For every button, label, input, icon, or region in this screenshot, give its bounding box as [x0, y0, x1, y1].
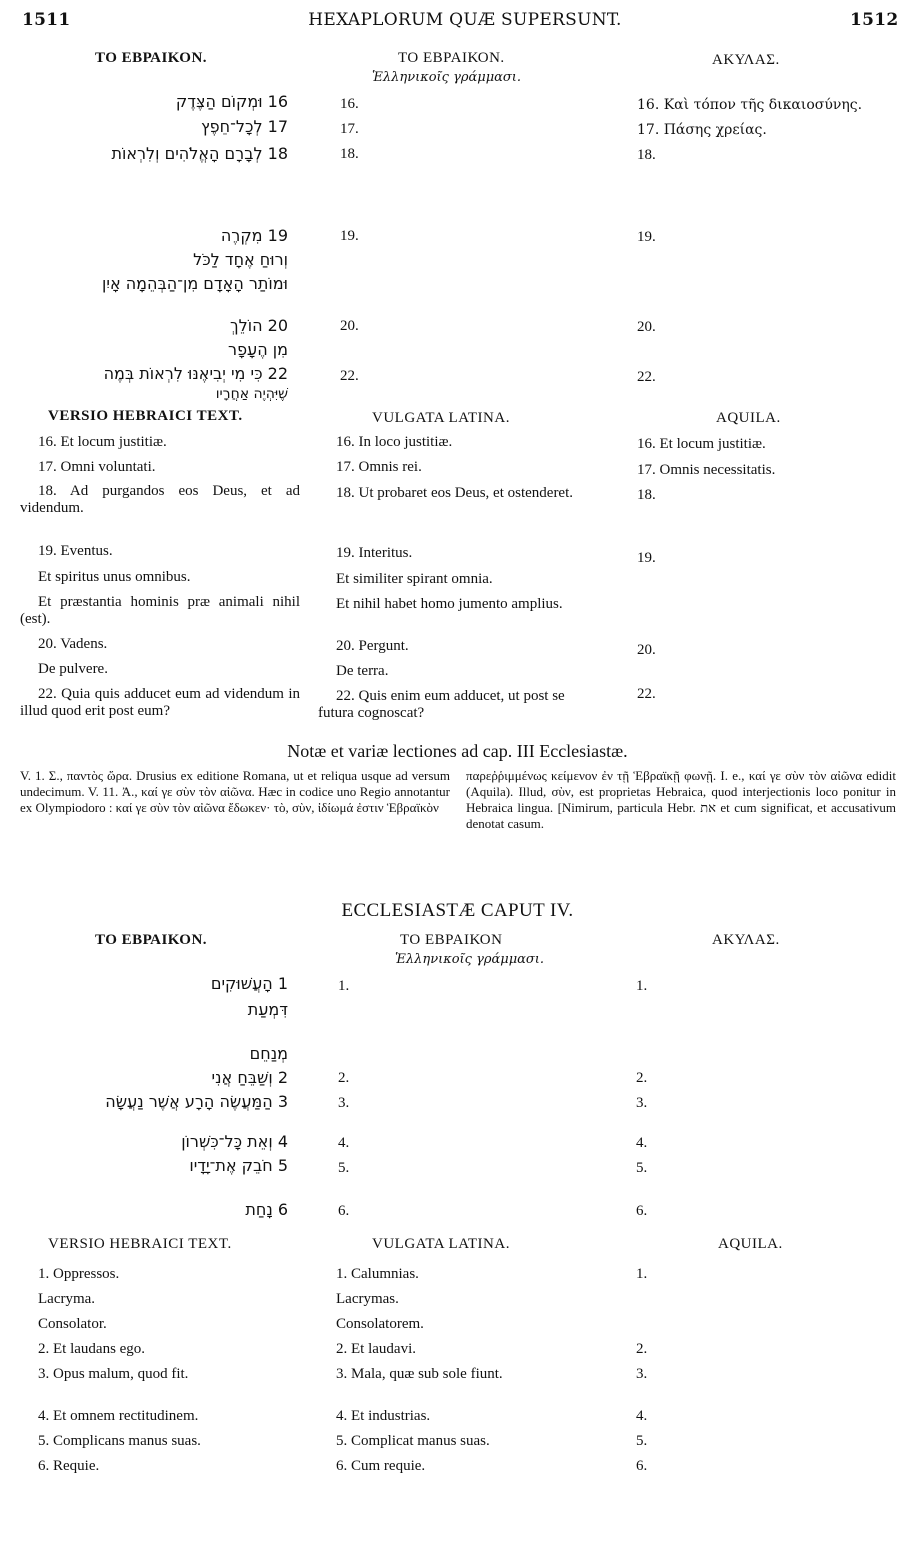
hebrew-line: 17 לְכָל־חֵפֶץ — [201, 117, 288, 136]
col-head-hebrew: ΤΟ ΕΒΡΑΙΚΟΝ. — [95, 932, 208, 948]
aquila-latin-line: 3. — [636, 1366, 648, 1382]
aquila-latin-line: 4. — [636, 1408, 648, 1424]
hebrew-line: שֶׁיִּהְיֶה אַחֲרָיו — [215, 386, 288, 402]
hebrew-line: 4 וְאֵת כָּל־כִּשְׁרוֹן — [181, 1132, 288, 1151]
aquila-greek-line: 22. — [637, 369, 656, 385]
notes-title: Notæ et variæ lectiones ad cap. III Ecclesiastæ. — [287, 741, 628, 761]
aquila-latin-line: 6. — [636, 1458, 648, 1474]
page-number-right: 1512 — [850, 10, 899, 30]
hebrew-line: מִן הֶעָפָר — [228, 340, 288, 359]
aquila-greek-line: 5. — [636, 1160, 648, 1176]
vulgata-line: 6. Cum requie. — [336, 1458, 426, 1474]
col-subhead-greek-letters: Ἑλληνικοῖς γράμμασι. — [372, 70, 522, 85]
hebrew-line: 5 חֹבֵק אֶת־יָדָיו — [189, 1156, 288, 1175]
greek-verse-num: 17. — [340, 121, 359, 137]
hebrew-line: וְרוּחַ אֶחָד לַכֹּל — [193, 250, 288, 269]
versio-line: 17. Omni voluntati. — [38, 459, 156, 475]
hebrew-line: 3 הַמַּעֲשֶׂה הָרָע אֲשֶׁר נַעֲשָׂה — [105, 1092, 288, 1111]
latin-head-aquila: AQUILA. — [716, 410, 781, 426]
col-head-aquila: ΑΚΥΛΑΣ. — [712, 52, 780, 68]
hebrew-line: 1 הָעֲשׁוּקִים — [210, 974, 288, 993]
aquila-greek-line: 3. — [636, 1095, 648, 1111]
hebrew-line: מְנַחֵם — [249, 1044, 288, 1063]
greek-verse-num: 22. — [340, 368, 359, 384]
chapter-title: ECCLESIASTÆ CAPUT IV. — [341, 900, 574, 921]
versio-line: 19. Eventus. — [38, 543, 113, 559]
versio-line: 6. Requie. — [38, 1458, 100, 1474]
greek-verse-num: 4. — [338, 1135, 350, 1151]
col-subhead-greek-letters: Ἑλληνικοῖς γράμμασι. — [395, 952, 545, 967]
vulgata-line: 18. Ut probaret eos Deus, et ostenderet. — [336, 485, 574, 501]
aquila-latin-line: 5. — [636, 1433, 648, 1449]
hebrew-line: 6 נָחַת — [245, 1200, 288, 1219]
versio-line: 1. Oppressos. — [38, 1266, 120, 1282]
hebrew-line: 2 וְשַׁבֵּחַ אֲנִי — [211, 1068, 288, 1087]
vulgata-line: 4. Et industrias. — [336, 1408, 431, 1424]
aquila-greek-line: 4. — [636, 1135, 648, 1151]
latin-head-aquila: AQUILA. — [718, 1236, 783, 1252]
vulgata-line: 2. Et laudavi. — [336, 1341, 416, 1357]
col-head-aquila: ΑΚΥΛΑΣ. — [712, 932, 780, 948]
aquila-latin-line: 22. — [637, 686, 656, 702]
aquila-latin-line: 1. — [636, 1266, 648, 1282]
aquila-greek-line: 6. — [636, 1203, 648, 1219]
versio-line: 22. Quia quis adducet eum ad videndum in illud quod erit post eum? — [20, 686, 300, 719]
hebrew-line: דִּמְעַת — [247, 1000, 288, 1019]
aquila-latin-line: 2. — [636, 1341, 648, 1357]
versio-line: 3. Opus malum, quod fit. — [38, 1366, 189, 1382]
aquila-greek-line: 18. — [637, 147, 656, 163]
versio-line: Et præstantia hominis præ animali nihil (est). — [20, 594, 300, 627]
aquila-latin-line: 18. — [637, 487, 656, 503]
notes-right-column: παρεῤῥιμμένως κείμενον ἐν τῇ Ἑβραϊκῇ φωνῇ. I. e., καί γε σὺν τὸν αἰῶνα edidit (Aquila). Illud, σὺν, est proprietas Hebraica, quod interjectionis loco ponitur in Hebraica lingua. [Nimirum, particula Hebr. את et cum significat, et accusativum denotat casum. — [466, 768, 896, 831]
hebrew-line: 22 כִּי מִי יְבִיאֶנּוּ לִרְאוֹת בְּמֶה — [103, 364, 288, 383]
vulgata-line: 17. Omnis rei. — [336, 459, 422, 475]
aquila-greek-line: 20. — [637, 319, 656, 335]
greek-verse-num: 6. — [338, 1203, 350, 1219]
aquila-greek-line: 17. Πάσης χρείας. — [637, 122, 767, 138]
vulgata-line: 3. Mala, quæ sub sole fiunt. — [336, 1366, 503, 1382]
notes-left-column: V. 1. Σ., παντὸς ὥρα. Drusius ex editione Romana, ut et reliqua usque ad versum undecimum. V. 11. Ἀ., καί γε σὺν τὸν αἰῶνα. Hæc in codice uno Regio annotantur ex Olympiodoro : καί γε σὺν τὸν αἰῶνα ἔδωκεν· τὸ, σὺν, ἰδίωμά ἐστιν Ἑβραϊκὸν — [20, 768, 450, 815]
latin-head-vulgata: VULGATA LATINA. — [372, 410, 510, 426]
versio-line: Lacryma. — [38, 1291, 96, 1307]
versio-line: Et spiritus unus omnibus. — [38, 569, 191, 585]
aquila-latin-line: 16. Et locum justitiæ. — [637, 436, 766, 452]
greek-verse-num: 1. — [338, 978, 350, 994]
aquila-latin-line: 19. — [637, 550, 656, 566]
page-number-left: 1511 — [22, 10, 71, 30]
latin-head-vulgata: VULGATA LATINA. — [372, 1236, 510, 1252]
vulgata-line: De terra. — [336, 663, 389, 679]
greek-verse-num: 2. — [338, 1070, 350, 1086]
vulgata-line: 22. Quis enim eum adducet, ut post se futura cognoscat? — [318, 688, 565, 721]
vulgata-line: 19. Interitus. — [336, 545, 413, 561]
aquila-greek-line: 16. Καὶ τόπον τῆς δικαιοσύνης. — [637, 97, 863, 113]
greek-verse-num: 20. — [340, 318, 359, 334]
vulgata-line: 20. Pergunt. — [336, 638, 409, 654]
hebrew-line: 20 הוֹלֵךְ — [230, 316, 288, 335]
col-head-hebrew: ΤΟ ΕΒΡΑΙΚΟΝ. — [95, 50, 208, 66]
greek-verse-num: 18. — [340, 146, 359, 162]
versio-line: 16. Et locum justitiæ. — [38, 434, 167, 450]
aquila-latin-line: 20. — [637, 642, 656, 658]
vulgata-line: Et nihil habet homo jumento amplius. — [336, 596, 563, 612]
latin-head-versio: VERSIO HEBRAICI TEXT. — [48, 1236, 232, 1252]
aquila-latin-line: 17. Omnis necessitatis. — [637, 462, 776, 478]
greek-verse-num: 19. — [340, 228, 359, 244]
vulgata-line: 5. Complicat manus suas. — [336, 1433, 490, 1449]
hebrew-line: 18 לְבָרָם הָאֱלֹהִים וְלִרְאוֹת — [111, 144, 288, 163]
col-head-hebrew-greek: ΤΟ ΕΒΡΑΙΚΟΝ — [400, 932, 503, 948]
aquila-greek-line: 19. — [637, 229, 656, 245]
hebrew-line: 19 מִקְרֶה — [220, 226, 288, 245]
greek-verse-num: 3. — [338, 1095, 350, 1111]
vulgata-line: 16. In loco justitiæ. — [336, 434, 453, 450]
versio-line: 18. Ad purgandos eos Deus, et ad videndum. — [20, 483, 300, 516]
versio-line: 4. Et omnem rectitudinem. — [38, 1408, 199, 1424]
greek-verse-num: 16. — [340, 96, 359, 112]
running-title: HEXAPLORUM QUÆ SUPERSUNT. — [308, 10, 622, 30]
versio-line: 2. Et laudans ego. — [38, 1341, 146, 1357]
col-head-hebrew-greek: ΤΟ ΕΒΡΑΙΚΟΝ. — [398, 50, 505, 66]
versio-line: 20. Vadens. — [38, 636, 108, 652]
versio-line: 5. Complicans manus suas. — [38, 1433, 201, 1449]
hebrew-line: וּמוֹתַר הָאָדָם מִן־הַבְּהֵמָה אָיִן — [102, 274, 288, 293]
hebrew-line: 16 וּמְקוֹם הַצֶּדֶק — [175, 92, 288, 111]
latin-head-versio: VERSIO HEBRAICI TEXT. — [48, 408, 243, 424]
vulgata-line: 1. Calumnias. — [336, 1266, 419, 1282]
aquila-greek-line: 2. — [636, 1070, 648, 1086]
greek-verse-num: 5. — [338, 1160, 350, 1176]
vulgata-line: Lacrymas. — [336, 1291, 399, 1307]
vulgata-line: Et similiter spirant omnia. — [336, 571, 493, 587]
versio-line: De pulvere. — [38, 661, 108, 677]
versio-line: Consolator. — [38, 1316, 107, 1332]
vulgata-line: Consolatorem. — [336, 1316, 424, 1332]
aquila-greek-line: 1. — [636, 978, 648, 994]
